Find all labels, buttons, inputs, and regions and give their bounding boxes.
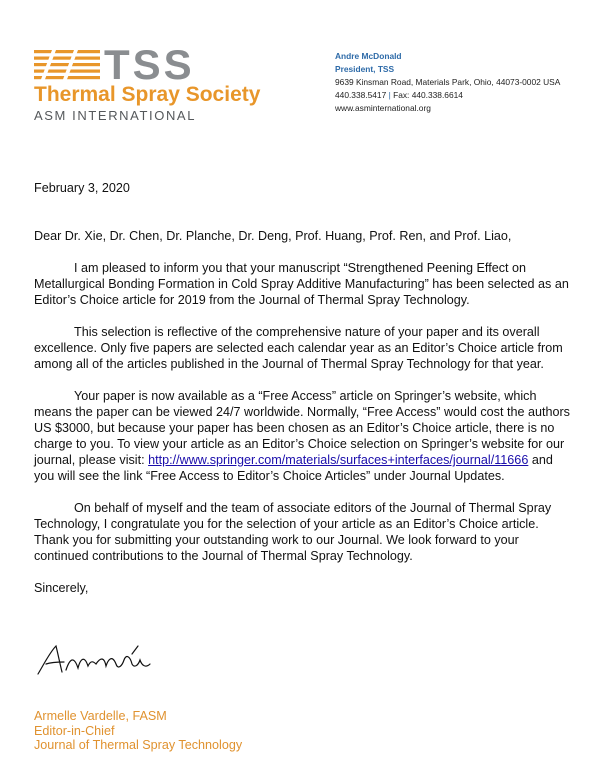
paragraph-3-text-end: and you will see the link “Free Access to Editor’s Choice Articles” under Journal Updates. [34,453,553,483]
phone-number: 440.338.5417 [335,90,387,100]
signer-block [34,709,242,753]
contact-separator: | [388,90,391,100]
letter-date: February 3, 2020 [34,181,130,195]
phone-fax-line [335,89,595,102]
logo-asm-text: ASM INTERNATIONAL [34,108,197,123]
fax-number: Fax: 440.338.6614 [393,90,463,100]
paragraph-3 [34,388,574,484]
contact-block [335,50,595,115]
paragraph-3-text: Your paper is now available as a “Free Access” article on Springer’s website, which means the paper can be viewed 24/7 worldwide. Normally, “Free Access” would cost the authors US $3000, but because your paper has been chosen as an Editor’s Choice article, there is no charge to you. To view your article as an Editor’s Choice selection on Springer’s website for our journal, please visit: [34,389,570,467]
logo-tss-text: TSS [104,41,195,88]
paragraph-2: This selection is reflective of the comprehensive nature of your paper and its overall excellence. Only five papers are selected each calendar year as an Editor’s Choice article from among all of the articles published in the Journal of Thermal Spray Technology for that year. [34,325,563,371]
letter-body [34,180,574,596]
paragraph-1: I am pleased to inform you that your manuscript “Strengthened Peening Effect on Metallurgical Bonding Formation in Cold Spray Additive Manufacturing” has been selected as an Editor’s Choice article for 2019 from the Journal of Thermal Spray Technology. [34,261,569,307]
tss-logo [34,41,264,130]
tss-logo-mark-icon [34,50,100,82]
sender-name: Andre McDonald [335,51,402,61]
sender-title: President, TSS [335,64,395,74]
logo-society-text: Thermal Spray Society [34,83,261,106]
paragraph-4: On behalf of myself and the team of associate editors of the Journal of Thermal Spray Technology, I congratulate you for the selection of your article as an Editor’s Choice article. Thank you for submitting your outstanding work to our Journal. We look forward to your continued contributions to the Journal of Thermal Spray Technology. [34,501,552,563]
springer-journal-link[interactable]: http://www.springer.com/materials/surfaces+interfaces/journal/11666 [148,453,529,467]
sender-address: 9639 Kinsman Road, Materials Park, Ohio, 44073-0002 USA [335,77,561,87]
website[interactable]: www.asminternational.org [335,103,431,113]
salutation: Dear Dr. Xie, Dr. Chen, Dr. Planche, Dr. Deng, Prof. Huang, Prof. Ren, and Prof. Liao, [34,229,512,243]
signer-name: Armelle Vardelle, FASM [34,709,167,723]
closing: Sincerely, [34,581,89,595]
signer-role: Editor-in-Chief [34,723,115,738]
handwritten-signature [34,640,184,680]
signer-journal: Journal of Thermal Spray Technology [34,738,243,752]
